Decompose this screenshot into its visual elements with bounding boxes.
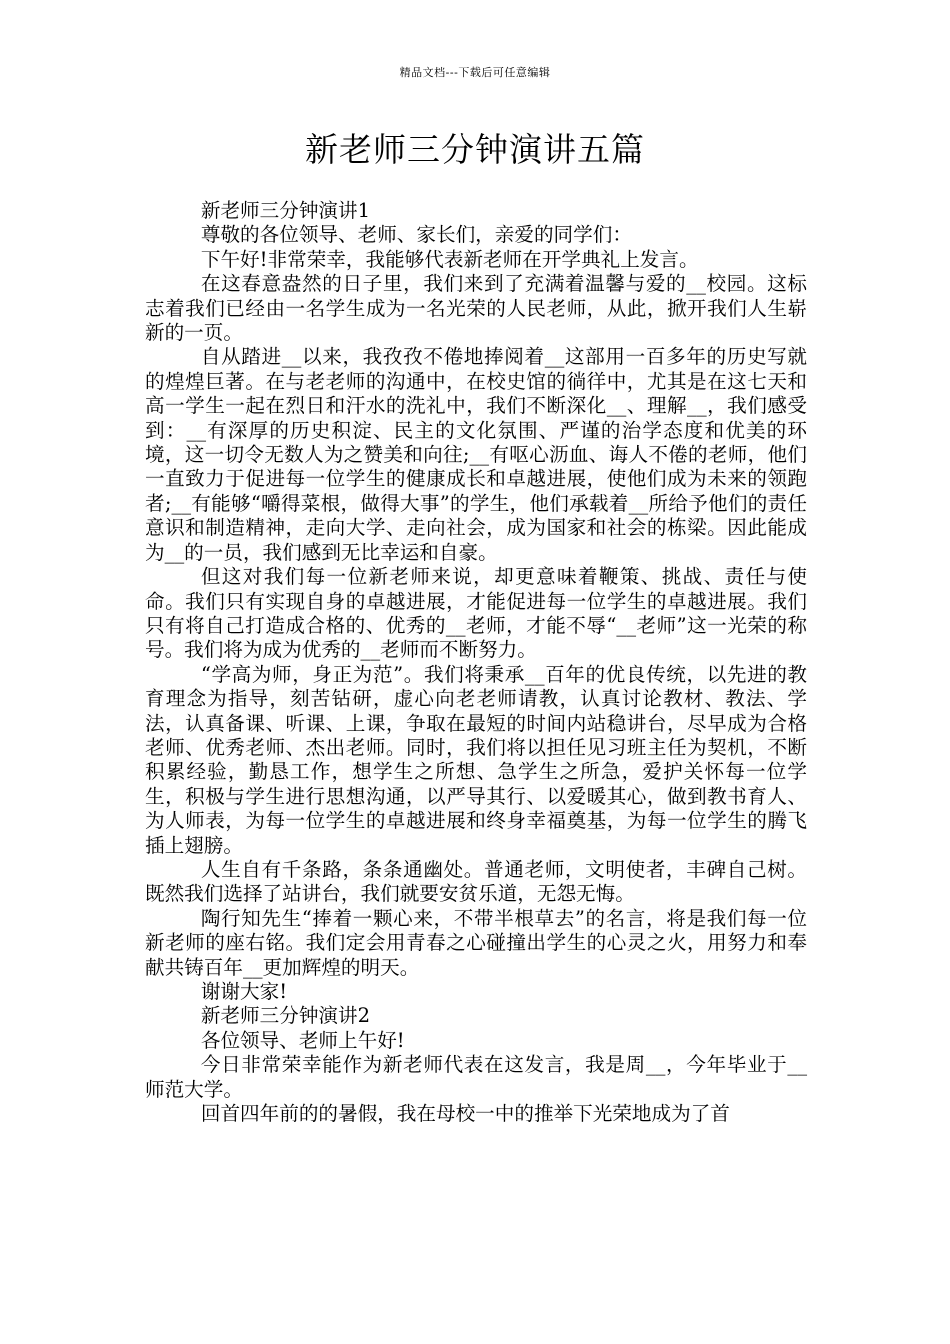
paragraph: 人生自有千条路，条条通幽处。普通老师，文明使者，丰碑自己树。既然我们选择了站讲台，我们就要安贫乐道，无怨无悔。 xyxy=(145,857,807,906)
paragraph: “学高为师，身正为范”。我们将秉承__百年的优良传统，以先进的教育理念为指导，刻苦钻研，虚心向老老师请教，认真讨论教材、教法、学法，认真备课、听课、上课，争取在最短的时间内站稳讲台，尽早成为合格老师、优秀老师、杰出老师。同时，我们将以担任见习班主任为契机，不断积累经验，勤恳工作，想学生之所想、急学生之所急，爱护关怀每一位学生，积极与学生进行思想沟通，以严导其行、以爱暖其心，做到教书育人、为人师表，为每一位学生的卓越进展和终身幸福奠基，为每一位学生的腾飞插上翅膀。 xyxy=(145,662,807,857)
paragraph: 新老师三分钟演讲2 xyxy=(200,1004,371,1028)
paragraph: 下午好!非常荣幸，我能够代表新老师在开学典礼上发言。 xyxy=(200,247,699,271)
paragraph: 陶行知先生“捧着一颗心来，不带半根草去”的名言，将是我们每一位新老师的座右铭。我们定会用青春之心碰撞出学生的心灵之火，用努力和奉献共铸百年__更加辉煌的明天。 xyxy=(145,906,807,979)
paragraph: 新老师三分钟演讲1 xyxy=(200,199,371,222)
paragraph: 在这春意盎然的日子里，我们来到了充满着温馨与爱的__校园。这标志着我们已经由一名学生成为一名光荣的人民老师，从此，掀开我们人生崭新的一页。 xyxy=(145,272,807,345)
header-note: 精品文档---下载后可任意编辑 xyxy=(399,66,551,79)
paragraph: 尊敬的各位领导、老师、家长们，亲爱的同学们： xyxy=(200,223,632,247)
paragraph: 但这对我们每一位新老师来说，却更意味着鞭策、挑战、责任与使命。我们只有实现自身的卓越进展，才能促进每一位学生的卓越进展。我们只有将自己打造成合格的、优秀的__老师，才能不辱“__老师”这一光荣的称号。我们将为成为优秀的__老师而不断努力。 xyxy=(145,565,807,662)
document-title: 新老师三分钟演讲五篇 xyxy=(305,130,645,169)
document-body xyxy=(145,199,807,1126)
paragraph: 自从踏进__以来，我孜孜不倦地捧阅着__这部用一百多年的历史写就的煌煌巨著。在与老老师的沟通中，在校史馆的徜徉中，尤其是在这七天和高一学生一起在烈日和汗水的洗礼中，我们不断深化__、理解__，我们感受到：__有深厚的历史积淀、民主的文化氛围、严谨的治学态度和优美的环境，这一切令无数人为之赞美和向往;__有呕心沥血、诲人不倦的老师，他们一直致力于促进每一位学生的健康成长和卓越进展，使他们成为未来的领跑者;__有能够“嚼得菜根，做得大事”的学生，他们承载着__所给予他们的责任意识和制造精神，走向大学、走向社会，成为国家和社会的栋梁。因此能成为__的一员，我们感到无比幸运和自豪。 xyxy=(145,345,807,564)
paragraph: 今日非常荣幸能作为新老师代表在这发言，我是周__，今年毕业于__师范大学。 xyxy=(145,1053,807,1101)
paragraph: 各位领导、老师上午好! xyxy=(200,1028,405,1052)
paragraph: 回首四年前的的暑假，我在母校一中的推举下光荣地成为了首 xyxy=(200,1102,730,1126)
paragraph: 谢谢大家! xyxy=(200,980,288,1003)
